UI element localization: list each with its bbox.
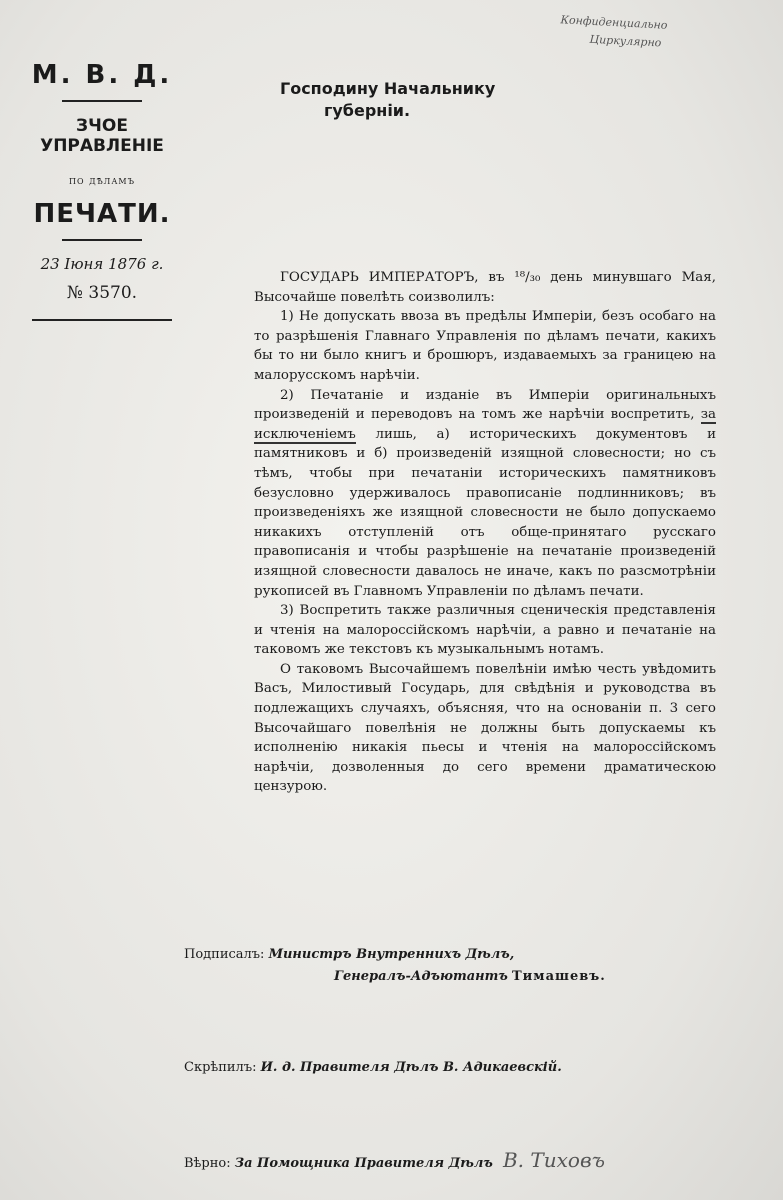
signature-block-counter xyxy=(184,1060,562,1075)
document-number: № 3570. xyxy=(66,283,138,303)
paragraph-1: 1) Не допускать ввоза въ предѣлы Имперіи, безъ особаго на то разрѣшенія Главнаго Управленія по дѣламъ печати, какихъ бы то ни было книгъ и брошюръ, издаваемыхъ за границею на малорусскомъ нарѣчіи. xyxy=(254,309,716,383)
divider xyxy=(32,319,172,321)
signed-title2: Генералъ-Адъютантъ xyxy=(334,969,508,984)
true-label: Вѣрно: xyxy=(184,1156,231,1171)
corner-handwritten-note xyxy=(559,11,668,53)
letterhead xyxy=(22,60,182,321)
paragraph-2 xyxy=(254,386,716,602)
department-po-delam: по дѣламъ xyxy=(69,174,135,187)
divider xyxy=(62,239,142,241)
department-name: ЗЧОЕ УПРАВЛЕНІЕ xyxy=(40,116,164,156)
true-text: За Помощника Правителя Дѣлъ xyxy=(234,1156,493,1171)
paragraph-2-part-a: 2) Печатаніе и изданіе въ Имперіи оригинальныхъ произведеній и переводовъ на томъ же нарѣчіи воспретить, xyxy=(254,387,716,423)
addressee xyxy=(280,78,495,122)
signature-block-true-copy xyxy=(184,1148,605,1172)
signed-label: Подписалъ: xyxy=(184,947,265,962)
handwritten-signature: В. Тиховъ xyxy=(502,1148,605,1172)
paragraph-4: О таковомъ Высочайшемъ повелѣніи имѣю честь увѣдомить Васъ, Милостивый Государь, для свѣдѣнія и руководства въ подлежащихъ случаяхъ, объясняя, что на основаніи п. 3 сего Высочайшаго повелѣнія не должны быть допускаемы къ исполненію никакія пьесы и чтенія на малороссійскомъ нарѣчіи, дозволенныя до сего времени драматическою цензурою. xyxy=(254,661,716,795)
signed-name: Тимашевъ. xyxy=(511,969,606,984)
divider xyxy=(62,100,142,102)
paragraph-3: 3) Воспретить также различныя сценическія представленія и чтенія на малороссійскомъ нарѣчіи, а равно и печатаніе на таковомъ же текстовъ къ музыкальнымъ нотамъ. xyxy=(254,603,716,658)
addressee-line1: Господину Начальнику xyxy=(280,79,496,98)
corner-note-line1: Конфиденциально xyxy=(560,13,668,32)
department-pechati: ПЕЧАТИ. xyxy=(33,199,171,229)
document-date: 23 Іюня 1876 г. xyxy=(40,255,164,273)
underlined-phrase: за исключеніемъ xyxy=(254,407,716,442)
signed-title1: Министръ Внутреннихъ Дѣлъ, xyxy=(268,947,515,962)
paragraph-2-part-b: лишь, а) историческихъ документовъ и памятниковъ и б) произведеній изящной словесности; но съ тѣмъ, чтобы при печатаніи историческихъ памятниковъ безусловно удерживалось правописаніе подлинниковъ; въ произведеніяхъ же изящной словесности не было допускаемо никакихъ отступленій отъ обще-принятаго русскаго правописанія и чтобы разрѣшеніе на печатаніе произведеній изящной словесности давалось не иначе, какъ по разсмотрѣніи рукописей въ Главномъ Управленіи по дѣламъ печати. xyxy=(254,426,716,599)
signature-block-minister xyxy=(184,944,606,988)
document-body xyxy=(254,268,716,797)
addressee-line2: губерніи. xyxy=(324,101,411,120)
ministry-abbrev: М. В. Д. xyxy=(31,60,173,90)
intro-paragraph: ГОСУДАРЬ ИМПЕРАТОРЪ, въ ¹⁸/₃₀ день минувшаго Мая, Высочайше повелѣть соизволилъ: xyxy=(254,270,716,305)
counter-label: Скрѣпилъ: xyxy=(184,1060,257,1075)
counter-text: И. д. Правителя Дѣлъ В. Адикаевскій. xyxy=(260,1060,562,1075)
corner-note-line2: Циркулярно xyxy=(589,32,662,50)
